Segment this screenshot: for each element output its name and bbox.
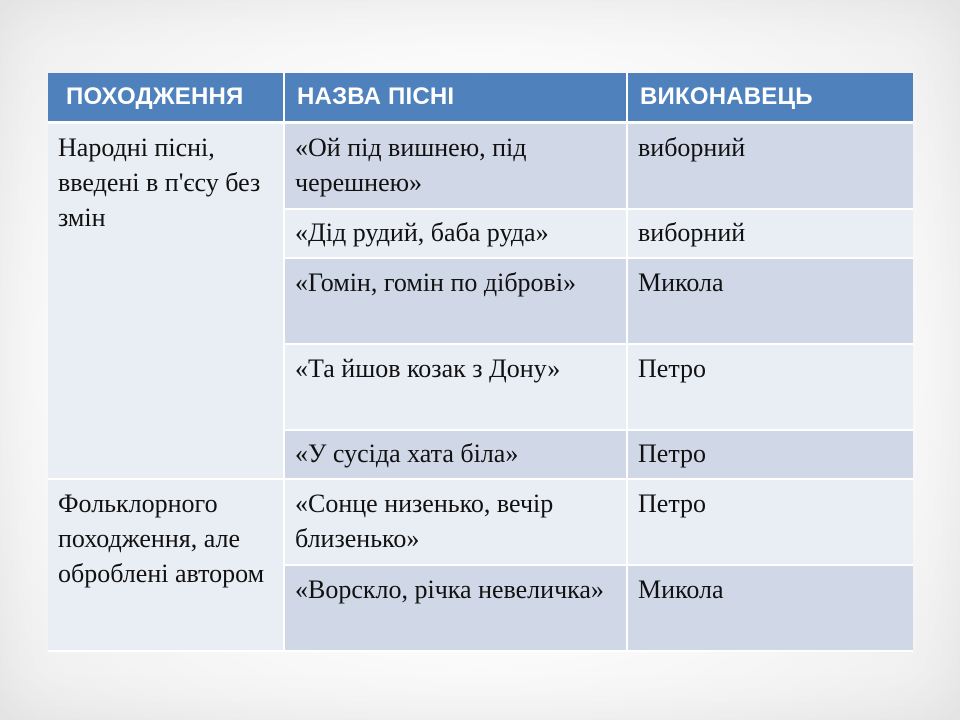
origin-cell-adapted: Фольклорного походження, але оброблені автором — [48, 479, 284, 651]
origin-cell-folk: Народні пісні, введені в п'єсу без змін — [48, 123, 284, 479]
song-cell: «Дід рудий, баба руда» — [284, 209, 627, 258]
song-cell: «Та йшов козак з Дону» — [284, 344, 627, 430]
header-origin: ПОХОДЖЕННЯ — [48, 73, 284, 123]
performer-cell: Петро — [627, 430, 913, 479]
performer-cell: виборний — [627, 209, 913, 258]
header-performer: ВИКОНАВЕЦЬ — [627, 73, 913, 123]
song-cell: «Ворскло, річка невеличка» — [284, 565, 627, 651]
song-cell: «Ой під вишнею, під черешнею» — [284, 123, 627, 209]
song-cell: «Сонце низенько, вечір близенько» — [284, 479, 627, 565]
performer-cell: Микола — [627, 565, 913, 651]
performer-cell: Петро — [627, 479, 913, 565]
table-row — [48, 123, 913, 209]
performer-cell: Микола — [627, 258, 913, 344]
song-cell: «Гомін, гомін по діброві» — [284, 258, 627, 344]
song-cell: «У сусіда хата біла» — [284, 430, 627, 479]
performer-cell: Петро — [627, 344, 913, 430]
header-row — [48, 73, 913, 123]
table-row — [48, 479, 913, 565]
songs-table — [48, 73, 913, 652]
header-song-title: НАЗВА ПІСНІ — [284, 73, 627, 123]
performer-cell: виборний — [627, 123, 913, 209]
